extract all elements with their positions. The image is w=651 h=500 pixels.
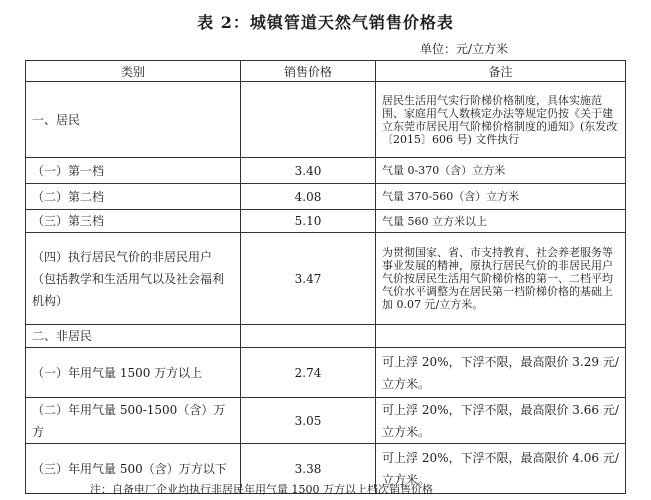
row-price: 3.47: [241, 233, 376, 325]
table-row: [26, 158, 626, 184]
table-row: [26, 82, 626, 158]
row-note: 气量 560 立方米以上: [376, 210, 626, 233]
table-header-row: [26, 61, 626, 82]
table-title: 表 2：城镇管道天然气销售价格表: [197, 13, 454, 32]
row-note: 气量 370-560（含）立方米: [376, 184, 626, 210]
unit-label: 单位：元/立方米: [420, 42, 509, 56]
row-category: 二、非居民: [26, 325, 241, 348]
row-note: 可上浮 20%，下浮不限，最高限价 4.06 元/立方米。: [376, 444, 626, 494]
row-category: （三）第三档: [26, 210, 241, 233]
row-category: 一、居民: [26, 82, 241, 158]
row-price: 5.10: [241, 210, 376, 233]
row-category: （一）年用气量 1500 万方以上: [26, 348, 241, 398]
row-note: 居民生活用气实行阶梯价格制度，具体实施范围、家庭用气人数核定办法等规定仍按《关于建立东莞市居民用气阶梯价格制度的通知》(东发改〔2015〕606 号) 文件执行: [376, 82, 626, 158]
row-price: [241, 82, 376, 158]
row-price: 3.40: [241, 158, 376, 184]
table-row: [26, 233, 626, 325]
row-category: （一）第一档: [26, 158, 241, 184]
table-row: [26, 325, 626, 348]
row-price: 3.38: [241, 444, 376, 494]
row-category: （三）年用气量 500（含）万方以下: [26, 444, 241, 494]
row-note: [376, 325, 626, 348]
header-category: 类别: [26, 61, 241, 82]
header-note: 备注: [376, 61, 626, 82]
table-row: [26, 184, 626, 210]
row-price: [241, 325, 376, 348]
row-category: （二）年用气量 500-1500（含）万方: [26, 398, 241, 444]
row-note: 为贯彻国家、省、市支持教育、社会养老服务等事业发展的精神，原执行居民气价的非居民用户气价按居民生活用气阶梯价格的第一、二档平均气价水平调整为在居民第一档阶梯价格的基础上加 0.07 元/立方米。: [376, 233, 626, 325]
row-price: 2.74: [241, 348, 376, 398]
row-note: 可上浮 20%，下浮不限，最高限价 3.66 元/立方米。: [376, 398, 626, 444]
row-category: （四）执行居民气价的非居民用户（包括教学和生活用气以及社会福利机构）: [26, 233, 241, 325]
price-table: [25, 60, 626, 494]
row-category: （二）第二档: [26, 184, 241, 210]
header-price: 销售价格: [241, 61, 376, 82]
table-row: [26, 398, 626, 444]
table-row: [26, 210, 626, 233]
row-price: 4.08: [241, 184, 376, 210]
row-note: 可上浮 20%，下浮不限，最高限价 3.29 元/立方米。: [376, 348, 626, 398]
table-row: [26, 348, 626, 398]
row-note: 气量 0-370（含）立方米: [376, 158, 626, 184]
row-price: 3.05: [241, 398, 376, 444]
table-footnote: 注：自备电厂企业均执行非居民年用气量 1500 万方以上档次销售价格: [90, 483, 433, 496]
